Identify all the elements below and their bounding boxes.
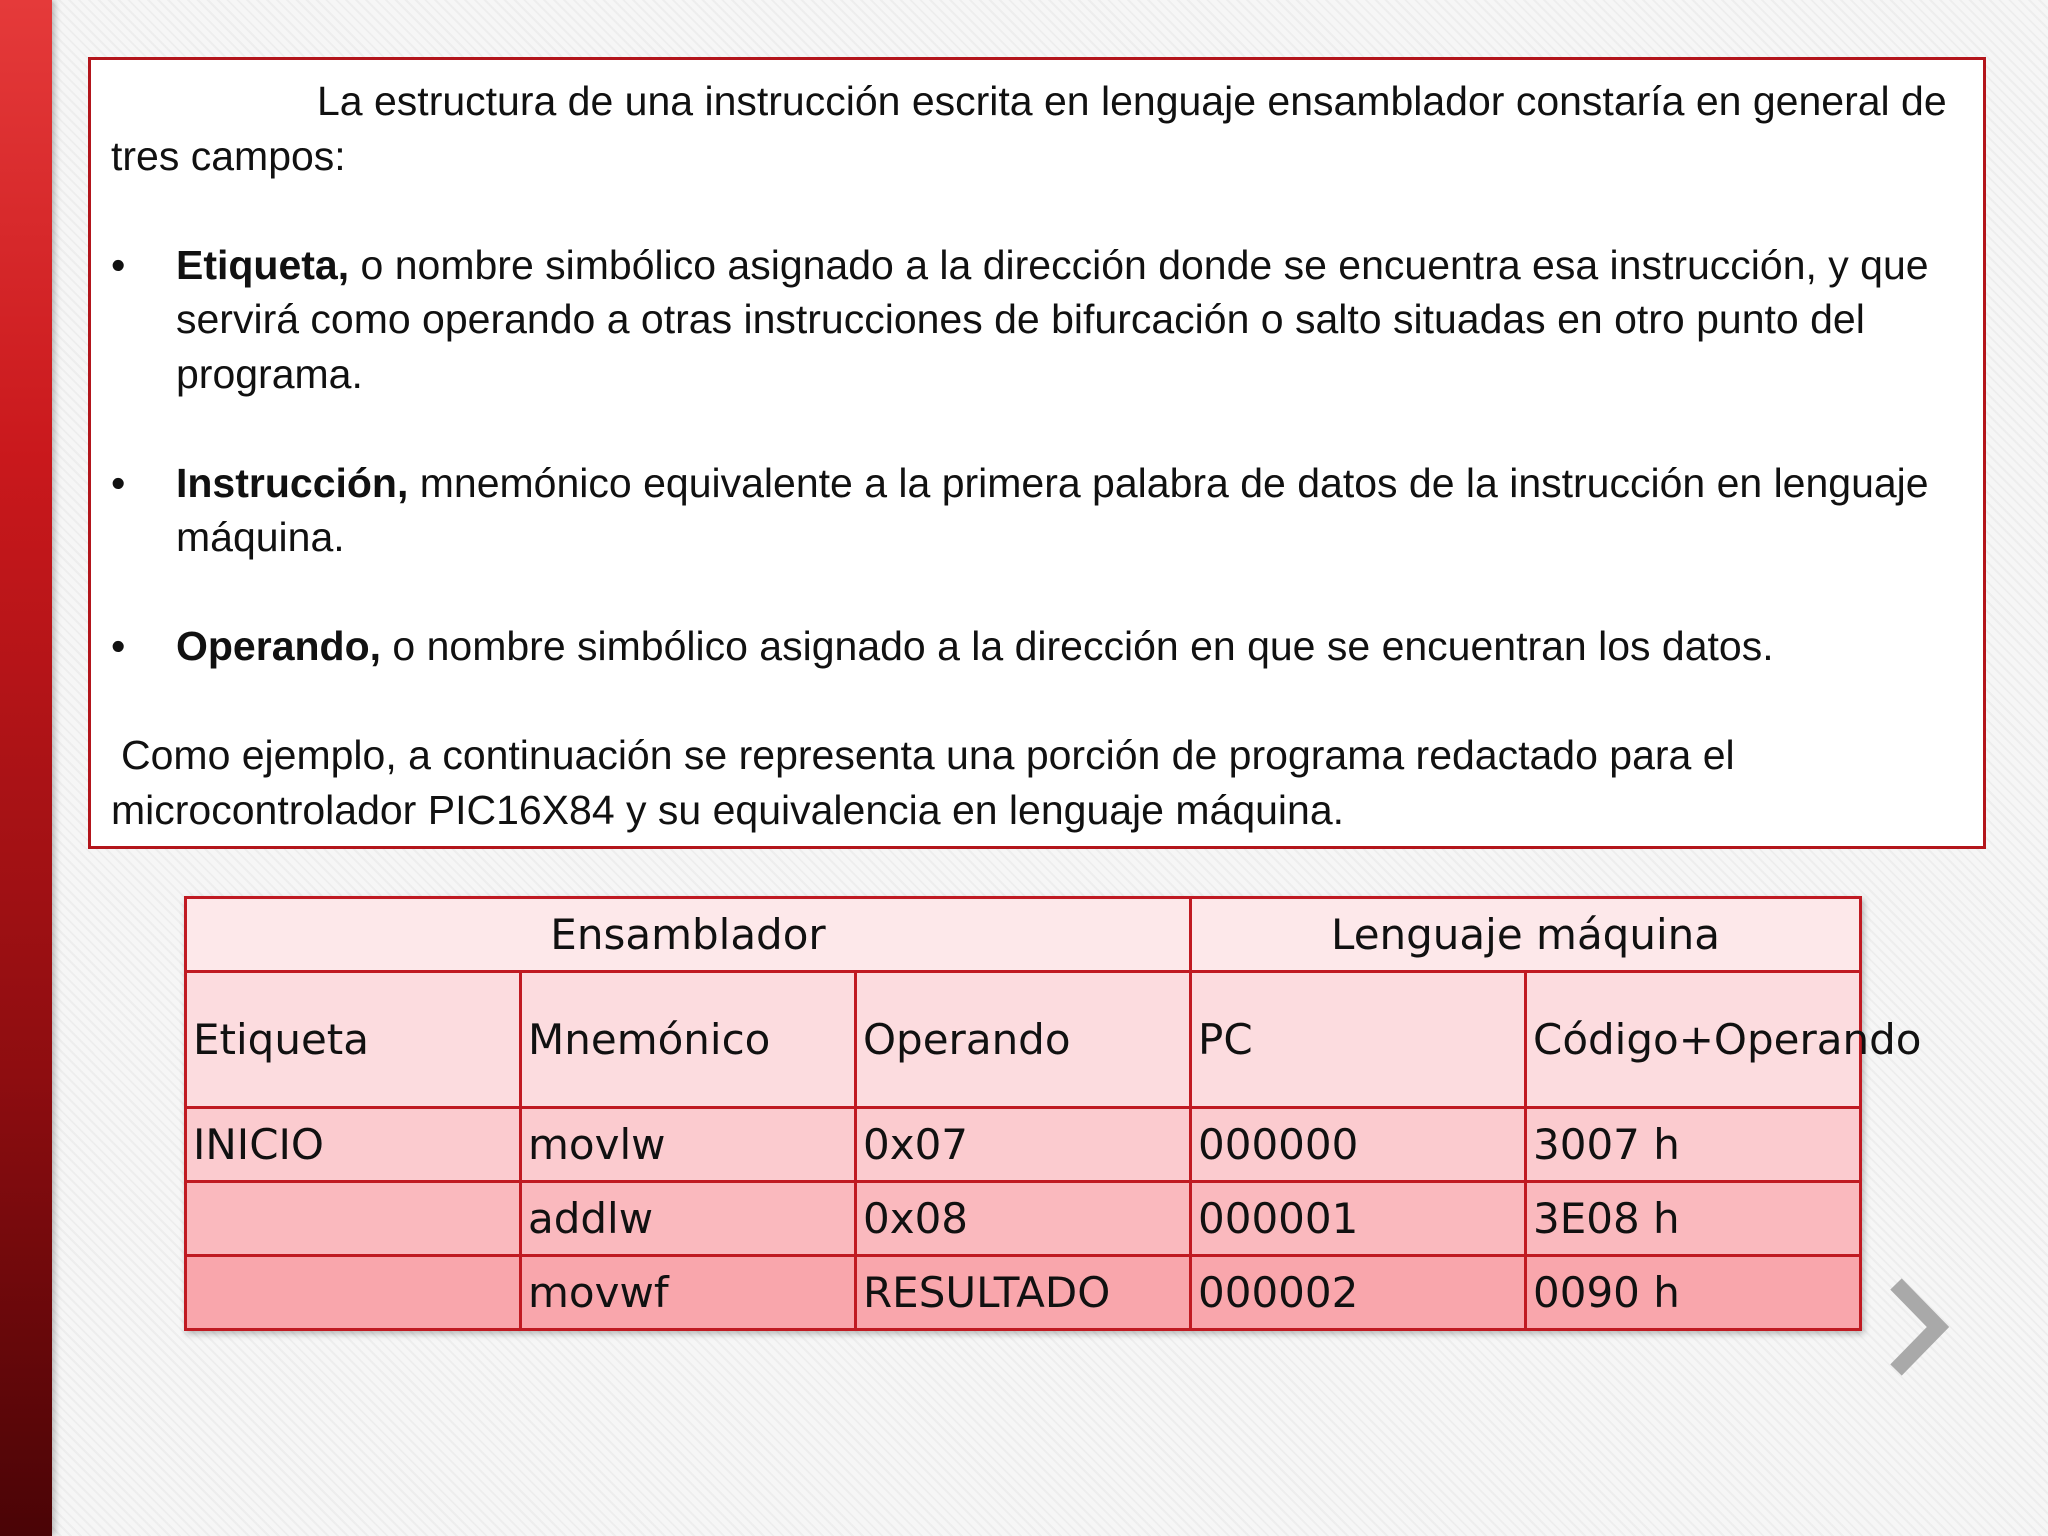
chevron-right-icon[interactable]	[1886, 1276, 1948, 1378]
bullet-term: Operando,	[176, 623, 382, 669]
bullet-description: o nombre simbólico asignado a la dirección donde se encuentra esa instrucción, y que servirá como operando a otras instrucciones de bifurcación o salto situadas en otro punto del programa.	[176, 241, 1929, 397]
group-header-lenguaje-maquina: Lenguaje máquina	[1191, 898, 1861, 972]
table-cell-pc: 000000	[1191, 1108, 1526, 1182]
bullet-instruccion	[111, 456, 1963, 565]
bullet-dot: •	[111, 241, 126, 288]
table-cell-codigo: 3007 h	[1526, 1108, 1861, 1182]
table-cell-operando: 0x08	[856, 1182, 1191, 1256]
table-row	[186, 1108, 1861, 1182]
bullet-description: o nombre simbólico asignado a la dirección en que se encuentran los datos.	[381, 623, 1774, 669]
intro-paragraph: La estructura de una instrucción escrita en lenguaje ensamblador constaría en general de tres campos:	[111, 78, 1947, 179]
table-cell-etiqueta	[186, 1256, 521, 1330]
closing-paragraph: Como ejemplo, a continuación se representa una porción de programa redactado para el microcontrolador PIC16X84 y su equivalencia en lenguaje máquina.	[111, 732, 1735, 833]
content-text-box	[88, 57, 1986, 849]
table-cell-mnemonico: addlw	[521, 1182, 856, 1256]
table-cell-mnemonico: movwf	[521, 1256, 856, 1330]
bullet-description: mnemónico equivalente a la primera palabra de datos de la instrucción en lenguaje máquina.	[176, 459, 1929, 560]
table-cell-codigo: 0090 h	[1526, 1256, 1861, 1330]
table-cell-operando: 0x07	[856, 1108, 1191, 1182]
bullet-dot: •	[111, 623, 126, 669]
table-cell-mnemonico: movlw	[521, 1108, 856, 1182]
bullet-dot: •	[111, 459, 126, 506]
paragraph-spacer	[111, 401, 1963, 456]
table-cell-codigo: 3E08 h	[1526, 1182, 1861, 1256]
bullet-term: Etiqueta,	[176, 241, 350, 288]
table-cell-etiqueta	[186, 1182, 521, 1256]
bullet-term: Instrucción,	[176, 459, 409, 506]
decorative-side-bar	[0, 0, 52, 1536]
column-header-etiqueta: Etiqueta	[186, 972, 521, 1108]
paragraph-spacer	[111, 674, 1963, 729]
assembler-table	[184, 896, 1922, 1331]
paragraph-spacer	[111, 183, 1963, 238]
table-cell-pc: 000002	[1191, 1256, 1526, 1330]
table-column-header-row	[186, 972, 1861, 1108]
column-header-mnemonico: Mnemónico	[521, 972, 856, 1108]
paragraph-spacer	[111, 565, 1963, 620]
column-header-pc: PC	[1191, 972, 1526, 1108]
table-group-header-row	[186, 898, 1861, 972]
table-cell-etiqueta: INICIO	[186, 1108, 521, 1182]
column-header-operando: Operando	[856, 972, 1191, 1108]
bullet-etiqueta	[111, 238, 1963, 402]
group-header-ensamblador: Ensamblador	[186, 898, 1191, 972]
table-row	[186, 1256, 1861, 1330]
bullet-operando	[111, 619, 1963, 674]
table-row	[186, 1182, 1861, 1256]
table-cell-pc: 000001	[1191, 1182, 1526, 1256]
table-cell-operando: RESULTADO	[856, 1256, 1191, 1330]
column-header-codigo-operando: Código+Operando	[1526, 972, 1861, 1108]
